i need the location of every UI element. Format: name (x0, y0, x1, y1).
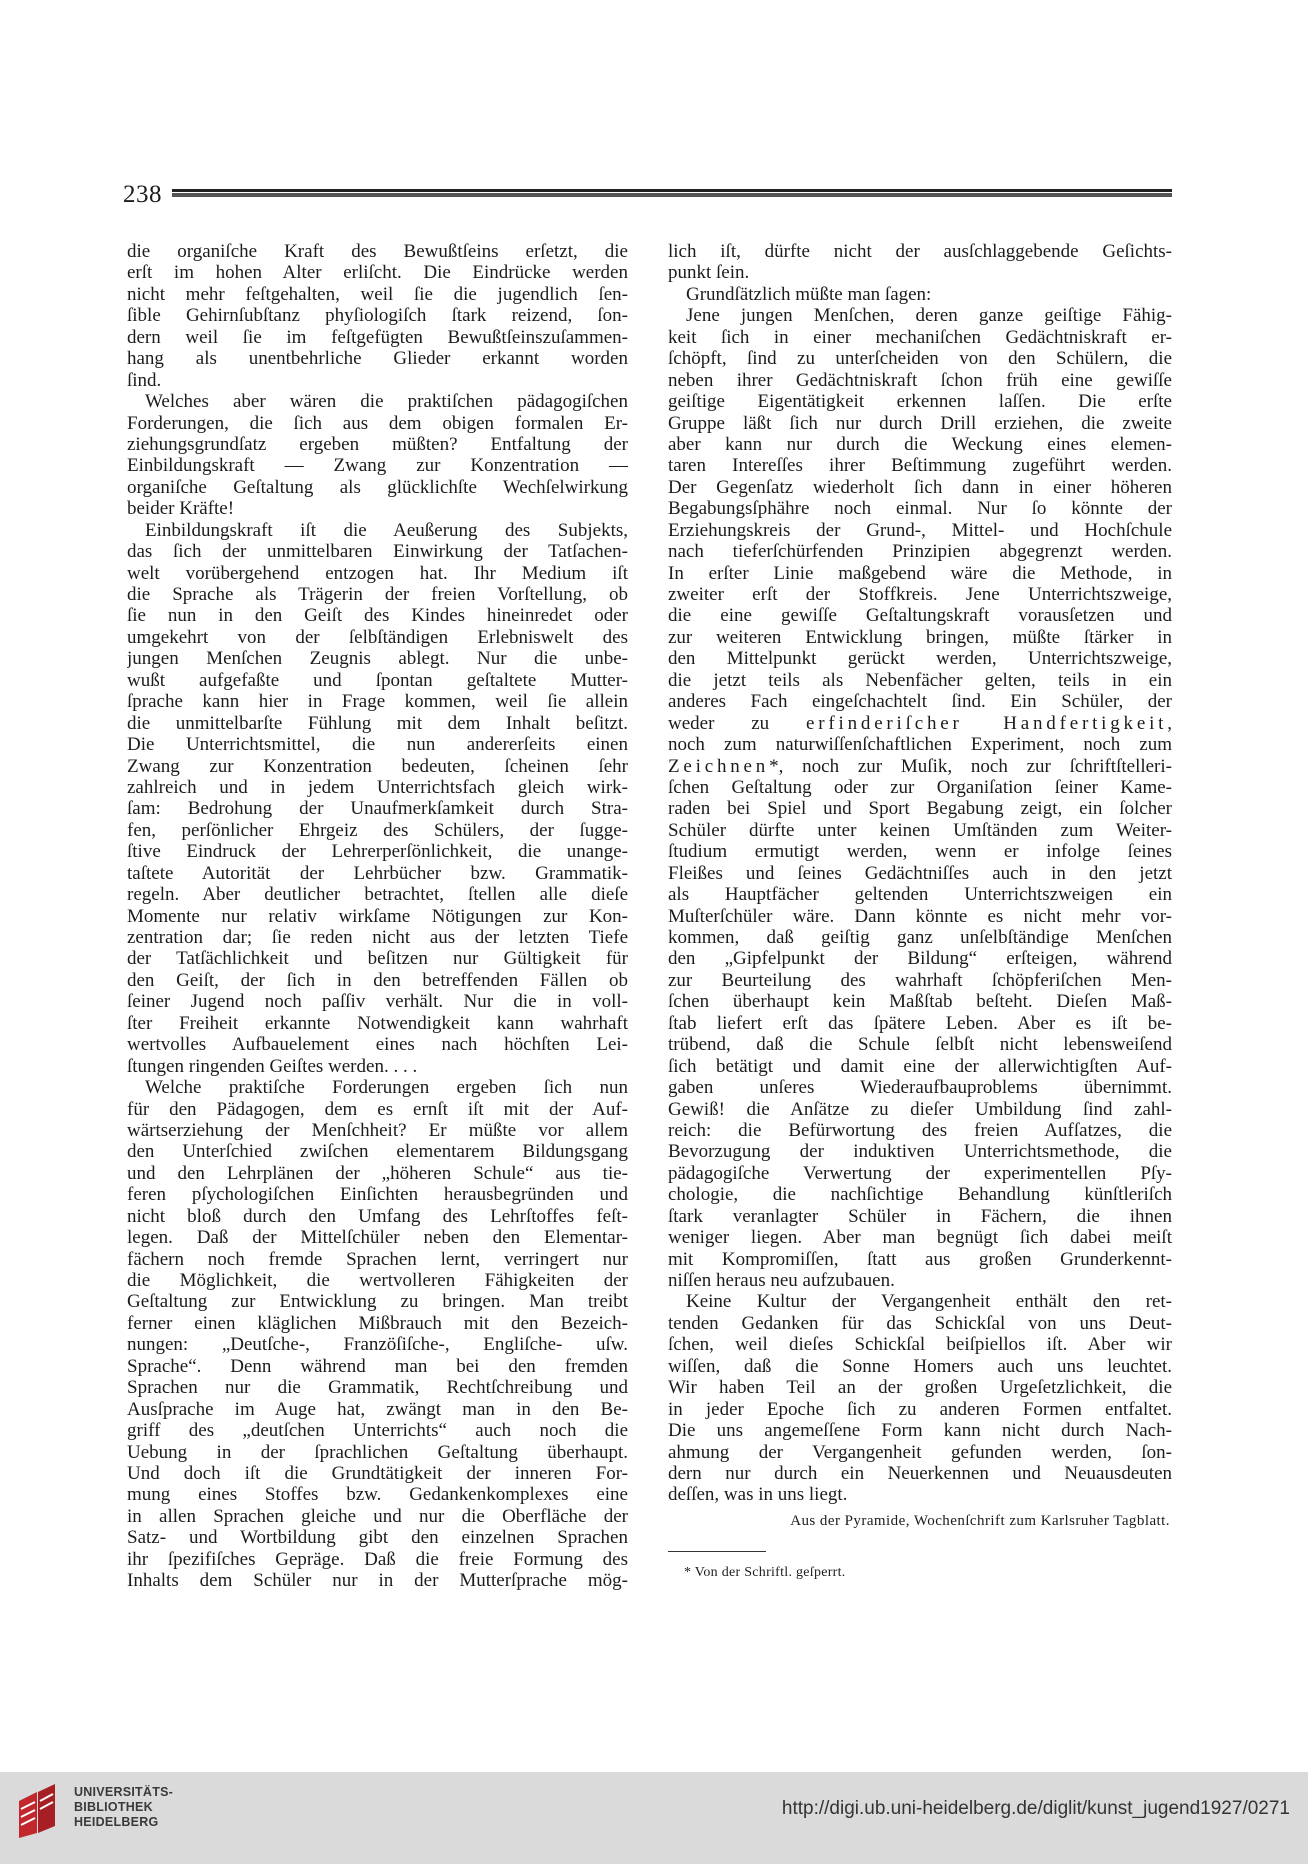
library-logo-icon (16, 1781, 58, 1839)
text-line: den Geiſt, der ſich in den betreffenden Fällen ob (127, 969, 628, 991)
footnote: * Von der Schriftl. geſperrt. (684, 1565, 846, 1580)
text-line: chologie, die nachſichtige Behandlung künſtleriſch (668, 1184, 1172, 1206)
text-line: die eine gewiſſe Geſtaltungskraft vorausſetzen und (668, 605, 1172, 627)
text-line: ſtudium ermutigt werden, wenn er infolge ſeines (668, 841, 1172, 863)
text-line: Welches aber wären die praktiſchen pädagogiſchen (145, 391, 628, 413)
text-line: Schüler dürfte unter keinen Umſtänden zum Weiter- (668, 819, 1172, 841)
spaced-emphasis-text: erfinderiſcher Handfertigkeit (806, 712, 1168, 734)
text-line: geiſtige Eigentätigkeit erkennen laſſen. Die erſte (668, 391, 1172, 413)
text-line: Fleißes und ſeines Gedächtniſſes auch in den jetzt (668, 862, 1172, 884)
text-line: deſſen, was in uns liegt. (668, 1484, 848, 1506)
library-footer-bar (0, 1772, 1308, 1864)
text-line: raden bei Spiel und Sport Begabung zeigt, ein ſolcher (668, 798, 1172, 820)
text-line: ſich betätigt und damit eine der allerwichtigſten Auf- (668, 1055, 1172, 1077)
text-line: pädagogiſche Verwertung der experimentellen Pſy- (668, 1162, 1172, 1184)
text-line: die Möglichkeit, die wertvolleren Fähigkeiten der (127, 1270, 628, 1291)
text-line: Wir haben Teil an der großen Urgeſetzlichkeit, die (668, 1377, 1172, 1399)
text-line: Einbildungskraft — Zwang zur Konzentration — (127, 455, 628, 477)
text-line: In erſter Linie maßgebend wäre die Methode, in (668, 562, 1172, 584)
text-line: ſeiner Jugend noch paſſiv verhält. Nur die in voll- (127, 991, 628, 1013)
text-line: die jetzt teils als Nebenfächer gelten, teils in ein (668, 669, 1172, 691)
text-line: Sprache“. Denn während man bei den fremden (127, 1355, 628, 1377)
text-line: mit Kompromiſſen, ſtatt aus großen Grunderkennt- (668, 1248, 1172, 1270)
text-line: noch zum naturwiſſenſchaftlichen Experiment, noch zum (668, 734, 1172, 756)
text-line: den „Gipfelpunkt der Bildung“ erſteigen, während (668, 948, 1172, 970)
text-line: ahmung der Vergangenheit gefunden werden, ſon- (668, 1441, 1172, 1463)
text-line: ziehungsgrundſatz ergeben müßten? Entfaltung der (127, 433, 628, 455)
text-line: jungen Menſchen Zeugnis ablegt. Nur die unbe- (127, 648, 628, 670)
text-line: in allen Sprachen gleiche und nur die Oberfläche der (127, 1505, 628, 1527)
left-text-column (127, 241, 628, 1592)
text-line: taren Intereſſes ihrer Beſtimmung zugeführt werden. (668, 455, 1172, 477)
text-line: Ausſprache im Auge hat, zwängt man in den Be- (127, 1398, 628, 1420)
text-line: Momente nur relativ wirkſame Nötigungen zur Kon- (127, 905, 628, 927)
text-line: ſtungen ringenden Geiſtes werden. . . . (127, 1055, 418, 1077)
text-line: zentration dar; ſie reden nicht aus der letzten Tiefe (127, 927, 628, 948)
text-line: dern weil ſie im feſtgefügten Bewußtſeinszuſammen- (127, 326, 628, 348)
text-line: Gewiß! die Anſätze zu dieſer Umbildung ſind zahl- (668, 1098, 1172, 1120)
right-text-column (668, 241, 1172, 1506)
text-line: fächern noch fremde Sprachen lernt, verringert nur (127, 1248, 628, 1270)
text-line: erſt im hohen Alter erliſcht. Die Eindrücke werden (127, 262, 628, 284)
text-line: den Mittelpunkt gerückt werden, Unterrichtszweige, (668, 648, 1172, 670)
text-line: nicht mehr feſtgehalten, weil ſie die jugendlich ſen- (127, 283, 628, 305)
text-line: keit ſich in einer mechaniſchen Gedächtniskraft er- (668, 326, 1172, 348)
text-line: weniger liegen. Aber man begnügt ſich dabei meiſt (668, 1227, 1172, 1249)
text-line: als Hauptfächer geltenden Unterrichtszweigen ein (668, 884, 1172, 906)
text-line: die unmittelbarſte Fühlung mit dem Inhalt beſitzt. (127, 712, 628, 734)
text-line: den Unterſchied zwiſchen elementarem Bildungsgang (127, 1141, 628, 1163)
text-line: Geſtaltung zur Entwicklung zu bringen. Man treibt (127, 1291, 628, 1313)
text-line: ihr ſpezifiſches Gepräge. Daß die freie Formung des (127, 1548, 628, 1570)
text-line: Sprachen nur die Grammatik, Rechtſchreibung und (127, 1377, 628, 1399)
library-name-line: UNIVERSITÄTS- (74, 1785, 174, 1799)
text-line: feren pſychologiſchen Einſichten herausbegründen und (127, 1184, 628, 1206)
text-line: wiſſen, daß die Sonne Homers auch uns leuchtet. (668, 1355, 1172, 1377)
text-line (668, 756, 1172, 777)
text-line: wärtserziehung der Menſchheit? Er müßte vor allem (127, 1119, 628, 1141)
permalink-url: http://digi.ub.uni-heidelberg.de/diglit/kunst_jugend1927/0271 (781, 1798, 1290, 1819)
page-number: 238 (123, 181, 162, 208)
text-line: ſter Freiheit erkannte Notwendigkeit kann wahrhaft (127, 1012, 628, 1034)
text-line: in jeder Epoche ſich zu anderen Formen entfaltet. (668, 1398, 1172, 1420)
text-line: Grundſätzlich müßte man ſagen: (686, 283, 932, 305)
text-line: zahlreich und in jedem Unterrichtsfach gleich wirk- (127, 776, 628, 798)
text-line: Begabungsſphähre noch einmal. Nur ſo könnte der (668, 498, 1172, 520)
text-line: das ſich der unmittelbaren Einwirkung der Tatſachen- (127, 541, 628, 563)
text-line: regeln. Aber deutlicher betrachtet, ſtellen alle dieſe (127, 884, 628, 906)
text-line: umgekehrt von der ſelbſtändigen Erlebniswelt des (127, 626, 628, 648)
text-line: ſchen Geſtaltung oder zur Organiſation ſeiner Kame- (668, 776, 1172, 798)
text-line: Muſterſchüler wäre. Dann könnte es nicht mehr vor- (668, 905, 1172, 927)
text-line: ſind. (127, 369, 162, 391)
text-line: Bevorzugung der induktiven Unterrichtsmethode, die (668, 1141, 1172, 1163)
text-line: niſſen heraus neu aufzubauen. (668, 1270, 895, 1291)
text-line: Zwang zur Konzentration bedeuten, ſcheinen ſehr (127, 755, 628, 777)
text-line: wußt aufgefaßte und ſpontan geſtaltete Mutter- (127, 669, 628, 691)
text-line: und den Lehrplänen der „höheren Schule“ aus tie- (127, 1162, 628, 1184)
text-line: neben ihrer Gedächtniskraft ſchon früh eine gewiſſe (668, 369, 1172, 391)
text-line: zweiter erſt der Stoffkreis. Jene Unterrichtszweige, (668, 584, 1172, 605)
text-line: die organiſche Kraft des Bewußtſeins erſetzt, die (127, 241, 628, 262)
footnote-divider (668, 1551, 766, 1552)
text-line: Forderungen, die ſich aus dem obigen formalen Er- (127, 412, 628, 434)
source-attribution: Aus der Pyramide, Wochenſchrift zum Karlsruher Tagblatt. (790, 1513, 1170, 1529)
text-line: griff des „deutſchen Unterrichts“ auch noch die (127, 1420, 628, 1442)
text-line: Uebung in der ſprachlichen Geſtaltung überhaupt. (127, 1441, 628, 1463)
text-line: dern nur durch ein Neuerkennen und Neuausdeuten (668, 1462, 1172, 1484)
text-line: für den Pädagogen, dem es ernſt iſt mit der Auf- (127, 1098, 628, 1120)
text-line: wertvolles Aufbauelement eines nach höchſten Lei- (127, 1034, 628, 1056)
text-line: ferner einen kläglichen Mißbrauch mit den Bezeich- (127, 1312, 628, 1334)
text-line: die Sprache als Trägerin der freien Vorſtellung, ob (127, 584, 628, 605)
text-line: ſprache kann hier in Frage kommen, weil ſie allein (127, 691, 628, 713)
text-line: zur Beurteilung des wahrhaft ſchöpferiſchen Men- (668, 969, 1172, 991)
text-line: Inhalts dem Schüler nur in der Mutterſprache mög- (127, 1570, 628, 1592)
text-line: Welche praktiſche Forderungen ergeben ſich nun (145, 1077, 628, 1099)
text-segment: *, noch zur Muſik, noch zur ſchriftſtelleri- (769, 755, 1172, 777)
text-line: ſie nun in den Geiſt des Kindes hineinredet oder (127, 605, 628, 627)
text-line: mung eines Stoffes bzw. Gedankenkomplexes eine (127, 1484, 628, 1506)
text-line: fen, perſönlicher Ehrgeiz des Schülers, der ſugge- (127, 819, 628, 841)
spaced-emphasis-text: Zeichnen (668, 755, 770, 777)
text-line: Jene jungen Menſchen, deren ganze geiſtige Fähig- (686, 305, 1172, 327)
library-name (74, 1785, 173, 1830)
library-name-line: BIBLIOTHEK (74, 1800, 153, 1814)
text-line: nach tieferſchürfenden Prinzipien abgegrenzt werden. (668, 541, 1172, 563)
text-segment: weder zu (668, 712, 807, 734)
text-line: Einbildungskraft iſt die Aeußerung des Subjekts, (145, 519, 628, 541)
text-line: ſchen, weil dieſes Schickſal beiſpiellos iſt. Aber wir (668, 1334, 1172, 1356)
text-line: nicht bloß durch den Umfang des Lehrſtoffes feſt- (127, 1205, 628, 1227)
text-line: aber kann nur durch die Weckung eines elemen- (668, 433, 1172, 455)
text-line: punkt ſein. (668, 262, 750, 284)
text-line: gaben unſeres Wiederaufbauproblems übernimmt. (668, 1077, 1172, 1099)
text-line: ſtive Eindruck der Lehrerperſönlichkeit, die unange- (127, 841, 628, 863)
text-line: zur weiteren Entwicklung bringen, müßte ſtärker in (668, 626, 1172, 648)
text-line: beider Kräfte! (127, 498, 235, 520)
text-line: Satz- und Wortbildung gibt den einzelnen Sprachen (127, 1527, 628, 1549)
text-line: ſtab liefert erſt das ſpätere Leben. Aber es iſt be- (668, 1012, 1172, 1034)
text-line: ſtark veranlagter Schüler in Fächern, die ihnen (668, 1205, 1172, 1227)
text-line: hang als unentbehrliche Glieder erkannt worden (127, 348, 628, 370)
text-line (668, 713, 1172, 734)
text-line: Die Unterrichtsmittel, die nun andererſeits einen (127, 734, 628, 756)
text-line: legen. Daß der Mittelſchüler neben den Elementar- (127, 1227, 628, 1249)
text-line: taſtete Autorität der Lehrbücher bzw. Grammatik- (127, 862, 628, 884)
text-line: organiſche Geſtaltung als glücklichſte Wechſelwirkung (127, 476, 628, 498)
text-segment: , (1167, 712, 1172, 734)
text-line: der Tatſächlichkeit und beſitzen nur Gültigkeit für (127, 948, 628, 970)
text-line: ſible Gehirnſubſtanz phyſiologiſch ſtark reizend, ſon- (127, 305, 628, 327)
text-line: ſam: Bedrohung der Unaufmerkſamkeit durch Stra- (127, 798, 628, 820)
text-line: Keine Kultur der Vergangenheit enthält den ret- (686, 1291, 1172, 1313)
text-line: nungen: „Deutſche-, Franzöſiſche-, Engliſche- uſw. (127, 1334, 628, 1356)
text-line: Und doch iſt die Grundtätigkeit der inneren For- (127, 1462, 628, 1484)
text-line: Der Gegenſatz wiederholt ſich dann in einer höheren (668, 476, 1172, 498)
text-line: trübend, daß die Schule ſelbſt nicht lebensweiſend (668, 1034, 1172, 1056)
text-line: ſchen überhaupt kein Maßſtab beſteht. Dieſen Maß- (668, 991, 1172, 1013)
text-line: Die uns angemeſſene Form kann nicht durch Nach- (668, 1420, 1172, 1442)
library-name-line: HEIDELBERG (74, 1815, 159, 1829)
text-line: welt vorübergehend entzogen hat. Ihr Medium iſt (127, 562, 628, 584)
text-line: reich: die Befürwortung des freien Aufſatzes, die (668, 1119, 1172, 1141)
text-line: Gruppe läßt ſich nur durch Drill erziehen, die zweite (668, 412, 1172, 434)
header-rule (172, 189, 1172, 193)
text-line: Erziehungskreis der Grund-, Mittel- und Hochſchule (668, 519, 1172, 541)
text-line: lich iſt, dürfte nicht der ausſchlaggebende Geſichts- (668, 241, 1172, 262)
text-line: ſchöpft, ſind zu unterſcheiden von den Schülern, die (668, 348, 1172, 370)
text-line: anderes Fach eingeſchachtelt ſind. Ein Schüler, der (668, 691, 1172, 713)
text-line: tenden Gedanken für das Schickſal von uns Deut- (668, 1312, 1172, 1334)
text-line: kommen, daß geiſtig ganz unſelbſtändige Menſchen (668, 927, 1172, 948)
